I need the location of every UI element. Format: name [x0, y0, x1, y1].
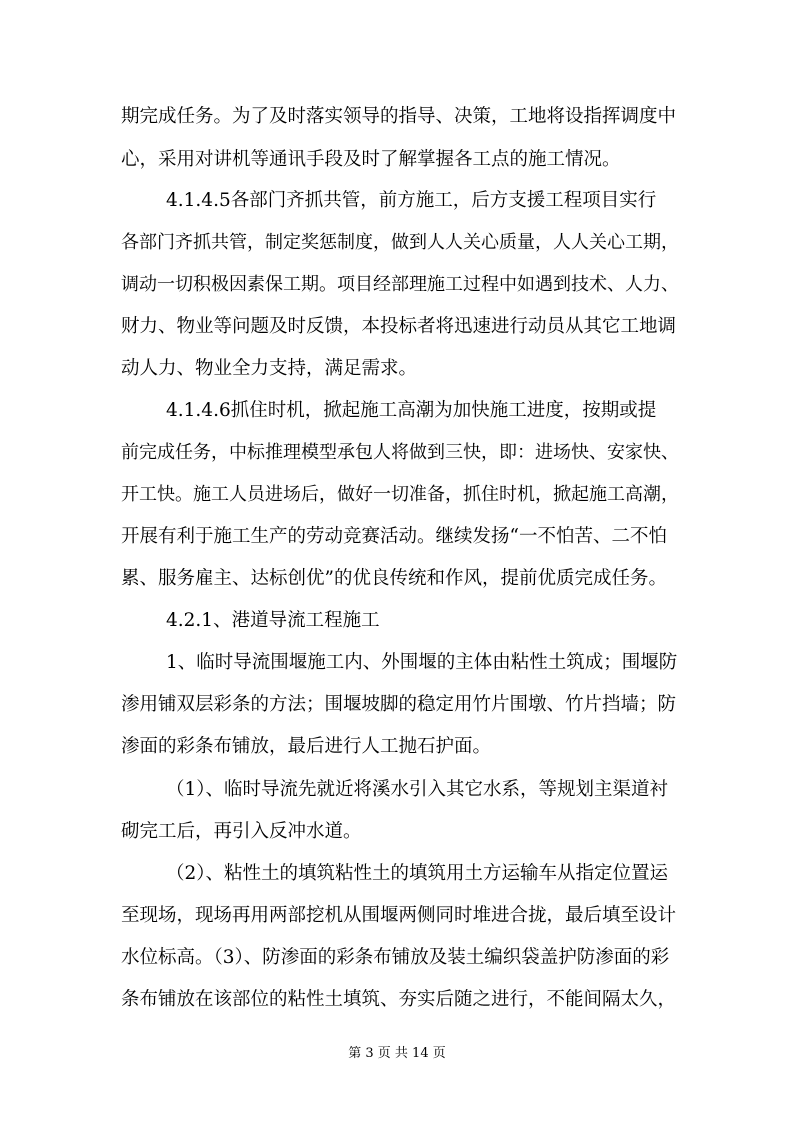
text-line: 累、服务雇主、达标创优”的优良传统和作风，提前优质完成任务。: [121, 568, 667, 589]
text-line: 1、临时导流围堰施工内、外围堰的主体由粘性土筑成；围堰防: [166, 652, 678, 673]
text-line: 水位标高。（3）、防渗面的彩条布铺放及装土编织袋盖护防渗面的彩: [121, 947, 670, 968]
text-line: 调动一切积极因素保工期。项目经部理施工过程中如遇到技术、人力、: [121, 274, 679, 295]
text-line: 期完成任务。为了及时落实领导的指导、决策，工地将设指挥调度中: [121, 106, 677, 127]
text-line: 4.1.4.5各部门齐抓共管，前方施工，后方支援工程项目实行: [166, 190, 657, 211]
text-line: （2）、粘性土的填筑粘性土的填筑用土方运输车从指定位置运: [166, 863, 669, 884]
text-line: 财力、物业等问题及时反馈，本投标者将迅速进行动员从其它工地调: [121, 316, 677, 337]
text-line: 渗面的彩条布铺放，最后进行人工抛石护面。: [121, 736, 492, 757]
text-line: 条布铺放在该部位的粘性土填筑、夯实后随之进行，不能间隔太久，: [121, 989, 677, 1010]
text-line: 渗用铺双层彩条的方法；围堰坡脚的稳定用竹片围墩、竹片挡墙；防: [121, 694, 677, 715]
text-line: 各部门齐抓共管，制定奖惩制度，做到人人关心质量，人人关心工期，: [121, 232, 679, 253]
text-line: 开展有利于施工生产的劳动竞赛活动。继续发扬“一不怕苦、二不怕: [121, 526, 667, 547]
text-line: 4.1.4.6抓住时机，掀起施工高潮为加快施工进度，按期或提: [166, 400, 657, 421]
text-line: 开工快。施工人员进场后，做好一切准备，抓住时机，掀起施工高潮，: [121, 484, 679, 505]
text-line: （1）、临时导流先就近将溪水引入其它水系，等规划主渠道衬: [166, 779, 669, 800]
text-line: 砌完工后，再引入反冲水道。: [121, 821, 362, 842]
section-heading: 4.2.1、港道导流工程施工: [166, 610, 380, 631]
text-line: 心，采用对讲机等通讯手段及时了解掌握各工点的施工情况。: [121, 149, 621, 170]
text-line: 前完成任务，中标推理模型承包人将做到三快，即：进场快、安家快、: [121, 442, 679, 463]
text-line: 至现场，现场再用两部挖机从围堰两侧同时堆进合拢，最后填至设计: [121, 905, 677, 926]
text-line: 动人力、物业全力支持，满足需求。: [121, 358, 418, 379]
page-number-footer: 第 3 页 共 14 页: [348, 1046, 446, 1061]
